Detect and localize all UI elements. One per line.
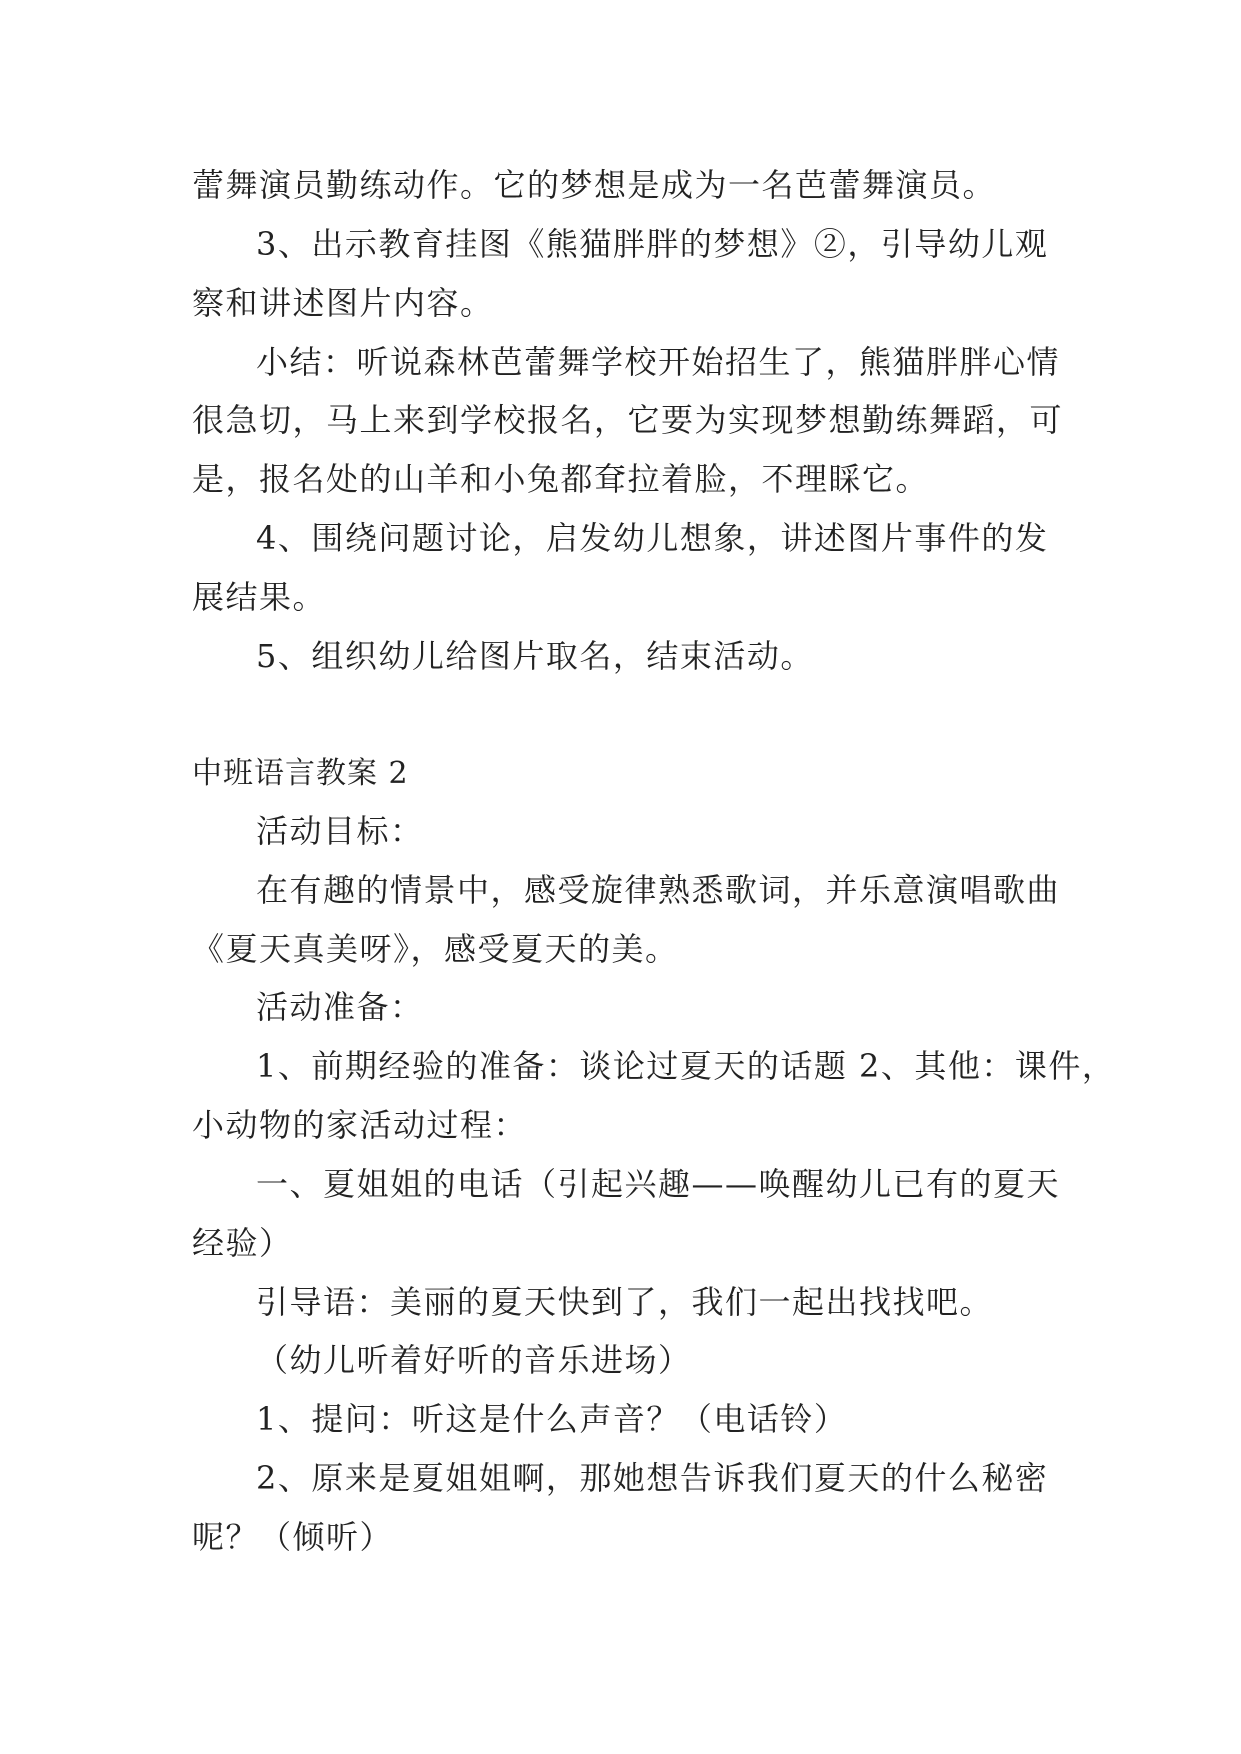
paragraph-line: （幼儿听着好听的音乐进场）: [256, 1341, 692, 1379]
paragraph-line: 1、前期经验的准备：谈论过夏天的话题 2、其他：课件，: [256, 1047, 1116, 1085]
paragraph-line: 察和讲述图片内容。: [192, 284, 494, 322]
paragraph-line: 蕾舞演员勤练动作。它的梦想是成为一名芭蕾舞演员。: [192, 166, 997, 204]
paragraph-line: 在有趣的情景中，感受旋律熟悉歌词，并乐意演唱歌曲: [256, 871, 1061, 909]
paragraph-line: 5、组织幼儿给图片取名，结束活动。: [256, 637, 814, 675]
paragraph-line: 很急切，马上来到学校报名，它要为实现梦想勤练舞蹈，可: [192, 401, 1064, 439]
paragraph-line: 4、围绕问题讨论，启发幼儿想象，讲述图片事件的发: [256, 519, 1049, 557]
paragraph-line: 经验）: [192, 1224, 293, 1262]
paragraph-line: 3、出示教育挂图《熊猫胖胖的梦想》②，引导幼儿观: [256, 225, 1049, 263]
paragraph-line: 活动目标：: [256, 812, 424, 850]
paragraph-line: 引导语：美丽的夏天快到了，我们一起出找找吧。: [256, 1283, 994, 1321]
paragraph-line: 2、原来是夏姐姐啊，那她想告诉我们夏天的什么秘密: [256, 1459, 1049, 1497]
paragraph-line: 小动物的家活动过程：: [192, 1106, 528, 1144]
paragraph-line: 是，报名处的山羊和小兔都耷拉着脸，不理睬它。: [192, 460, 930, 498]
paragraph-line: 呢？（倾听）: [192, 1518, 394, 1556]
paragraph-line: 小结：听说森林芭蕾舞学校开始招生了，熊猫胖胖心情: [256, 343, 1061, 381]
section-heading: 中班语言教案 2: [192, 756, 409, 791]
paragraph-line: 1、提问：听这是什么声音？（电话铃）: [256, 1400, 848, 1438]
paragraph-line: 一、夏姐姐的电话（引起兴趣——唤醒幼儿已有的夏天: [256, 1165, 1061, 1203]
paragraph-line: 活动准备：: [256, 988, 424, 1026]
paragraph-line: 展结果。: [192, 578, 327, 616]
paragraph-line: 《夏天真美呀》，感受夏天的美。: [192, 930, 679, 968]
